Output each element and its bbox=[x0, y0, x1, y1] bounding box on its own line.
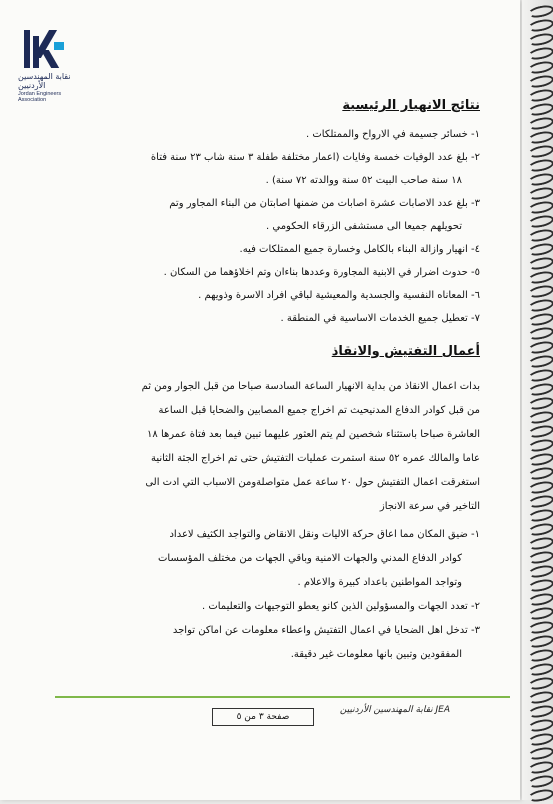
binding-coil bbox=[527, 171, 553, 187]
binding-coil bbox=[527, 395, 553, 411]
paragraph-line: التاخير في سرعة الانجاز bbox=[379, 501, 480, 512]
binding-coil bbox=[527, 381, 553, 397]
binding-coil bbox=[527, 493, 553, 509]
binding-coil bbox=[527, 3, 553, 19]
result-item: ٧- تعطيل جميع الخدمات الاساسية في المنطقة . bbox=[280, 313, 480, 324]
binding-coil bbox=[527, 241, 553, 257]
paragraph-line: من قبل كوادر الدفاع المدنيحيث تم اخراج جميع المصابين والضحايا قبل الساعة bbox=[158, 405, 480, 416]
binding-coil bbox=[527, 465, 553, 481]
binding-coil bbox=[527, 409, 553, 425]
binding-coil bbox=[527, 507, 553, 523]
binding-coil bbox=[527, 255, 553, 271]
binding-coil bbox=[527, 367, 553, 383]
binding-coil bbox=[527, 703, 553, 719]
binding-coil bbox=[527, 605, 553, 621]
binding-coil bbox=[527, 213, 553, 229]
footer-org-name: JEA نقابة المهندسين الأردنيين bbox=[339, 705, 450, 715]
binding-coil bbox=[527, 353, 553, 369]
binding-coil bbox=[527, 297, 553, 313]
binding-coil bbox=[527, 227, 553, 243]
result-item: ٣- بلغ عدد الاصابات عشرة اصابات من ضمنها اصابتان من البناء المجاور وتم bbox=[169, 198, 480, 209]
binding-coil bbox=[527, 633, 553, 649]
binding-coil bbox=[527, 731, 553, 747]
binding-coil bbox=[527, 87, 553, 103]
binding-coil bbox=[527, 185, 553, 201]
binding-coil bbox=[527, 535, 553, 551]
binding-coil bbox=[527, 115, 553, 131]
paragraph-line: العاشرة صباحا باستثناء شخصين لم يتم العثور عليهما تبين فيما بعد فتاة عمرها ١٨ bbox=[147, 429, 480, 440]
jea-logo-mark-icon bbox=[24, 28, 66, 70]
paragraph-line: استغرقت اعمال التفتيش حول ٢٠ ساعة عمل متواصلةومن الاسباب التي ادت الى bbox=[145, 477, 480, 488]
delay-reason-item: ١- ضيق المكان مما اعاق حركة الاليات ونقل الانقاض والتواجد الكثيف لاعداد bbox=[169, 529, 480, 540]
binding-coil bbox=[527, 647, 553, 663]
binding-coil bbox=[527, 199, 553, 215]
result-item-continued: تحويلهم جميعا الى مستشفى الزرقاء الحكومي . bbox=[266, 221, 462, 232]
footer-divider bbox=[55, 696, 510, 698]
binding-coil bbox=[527, 759, 553, 775]
result-item: ٤- انهيار وازالة البناء بالكامل وخسارة جميع الممتلكات فيه. bbox=[239, 244, 480, 255]
binding-coil bbox=[527, 17, 553, 33]
binding-coil bbox=[527, 563, 553, 579]
logo-arabic-text: نقابة المهندسين الأردنيين bbox=[18, 72, 71, 90]
binding-coil bbox=[527, 591, 553, 607]
binding-coil bbox=[527, 437, 553, 453]
result-item: ١- خسائر جسيمة في الارواح والممتلكات . bbox=[306, 129, 480, 140]
binding-coil bbox=[527, 325, 553, 341]
logo-english-text: Jordan Engineers Association bbox=[18, 91, 62, 103]
jea-logo bbox=[18, 28, 90, 103]
binding-coil bbox=[527, 157, 553, 173]
page-number: صفحة ٣ من ٥ bbox=[212, 708, 314, 726]
binding-coil bbox=[527, 717, 553, 733]
binding-coil bbox=[527, 73, 553, 89]
delay-reason-item: ٢- تعدد الجهات والمسؤولين الذين كانو يعطو التوجيهات والتعليمات . bbox=[201, 601, 480, 612]
binding-coil bbox=[527, 31, 553, 47]
delay-reason-item-continued: كوادر الدفاع المدني والجهات الامنية وباقي الجهات من مختلف المؤسسات bbox=[158, 553, 462, 564]
delay-reason-item: ٣- تدخل اهل الضحايا في اعمال التفتيش واعطاء معلومات عن اماكن تواجد bbox=[172, 625, 480, 636]
binding-coil bbox=[527, 59, 553, 75]
binding-coil bbox=[527, 143, 553, 159]
delay-reason-item-continued: المفقودين وتبين بانها معلومات غير دقيقة. bbox=[290, 649, 462, 660]
binding-coil bbox=[527, 675, 553, 691]
binding-coil bbox=[527, 45, 553, 61]
binding-coil bbox=[527, 423, 553, 439]
binding-coil bbox=[527, 479, 553, 495]
binding-coil bbox=[527, 577, 553, 593]
paragraph-line: بدات اعمال الانقاذ من بداية الانهيار الساعة السادسة صباحا من قبل الجوار ومن ثم bbox=[141, 381, 480, 392]
binding-coil bbox=[527, 773, 553, 789]
section-title-rescue: أعمال التفتيش والانقاذ bbox=[331, 344, 480, 359]
binding-coil bbox=[527, 619, 553, 635]
result-item-continued: ١٨ سنة صاحب البيت ٥٢ سنة ووالدته ٧٢ سنة) . bbox=[265, 175, 462, 186]
binding-coil bbox=[527, 521, 553, 537]
binding-coil bbox=[527, 451, 553, 467]
result-item: ٥- حدوث اضرار في الابنية المجاورة وعددها بناءان وتم اخلاؤهما من السكان . bbox=[163, 267, 480, 278]
binding-coil bbox=[527, 311, 553, 327]
binding-coil bbox=[527, 269, 553, 285]
binding-coil bbox=[527, 101, 553, 117]
result-item: ٢- بلغ عدد الوفيات خمسة وفايات (اعمار مختلفة طفلة ٣ سنة شاب ٢٣ سنة فتاة bbox=[150, 152, 480, 163]
binding-coil bbox=[527, 339, 553, 355]
binding-coil bbox=[527, 549, 553, 565]
spiral-binding bbox=[522, 0, 553, 800]
binding-coil bbox=[527, 283, 553, 299]
result-item: ٦- المعاناه النفسية والجسدية والمعيشية لباقي افراد الاسرة وذويهم . bbox=[198, 290, 480, 301]
binding-coil bbox=[527, 745, 553, 761]
binding-coil bbox=[527, 129, 553, 145]
binding-coil bbox=[527, 661, 553, 677]
binding-coil bbox=[527, 787, 553, 803]
section-title-results: نتائج الانهيار الرئيسية bbox=[342, 98, 480, 113]
delay-reason-item-continued: وتواجد المواطنين باعداد كبيرة والاعلام . bbox=[297, 577, 462, 588]
paragraph-line: عاما والمالك عمره ٥٢ سنة استمرت عمليات التفتيش حتى تم اخراج الجثة الثانية bbox=[150, 453, 480, 464]
binding-coil bbox=[527, 689, 553, 705]
